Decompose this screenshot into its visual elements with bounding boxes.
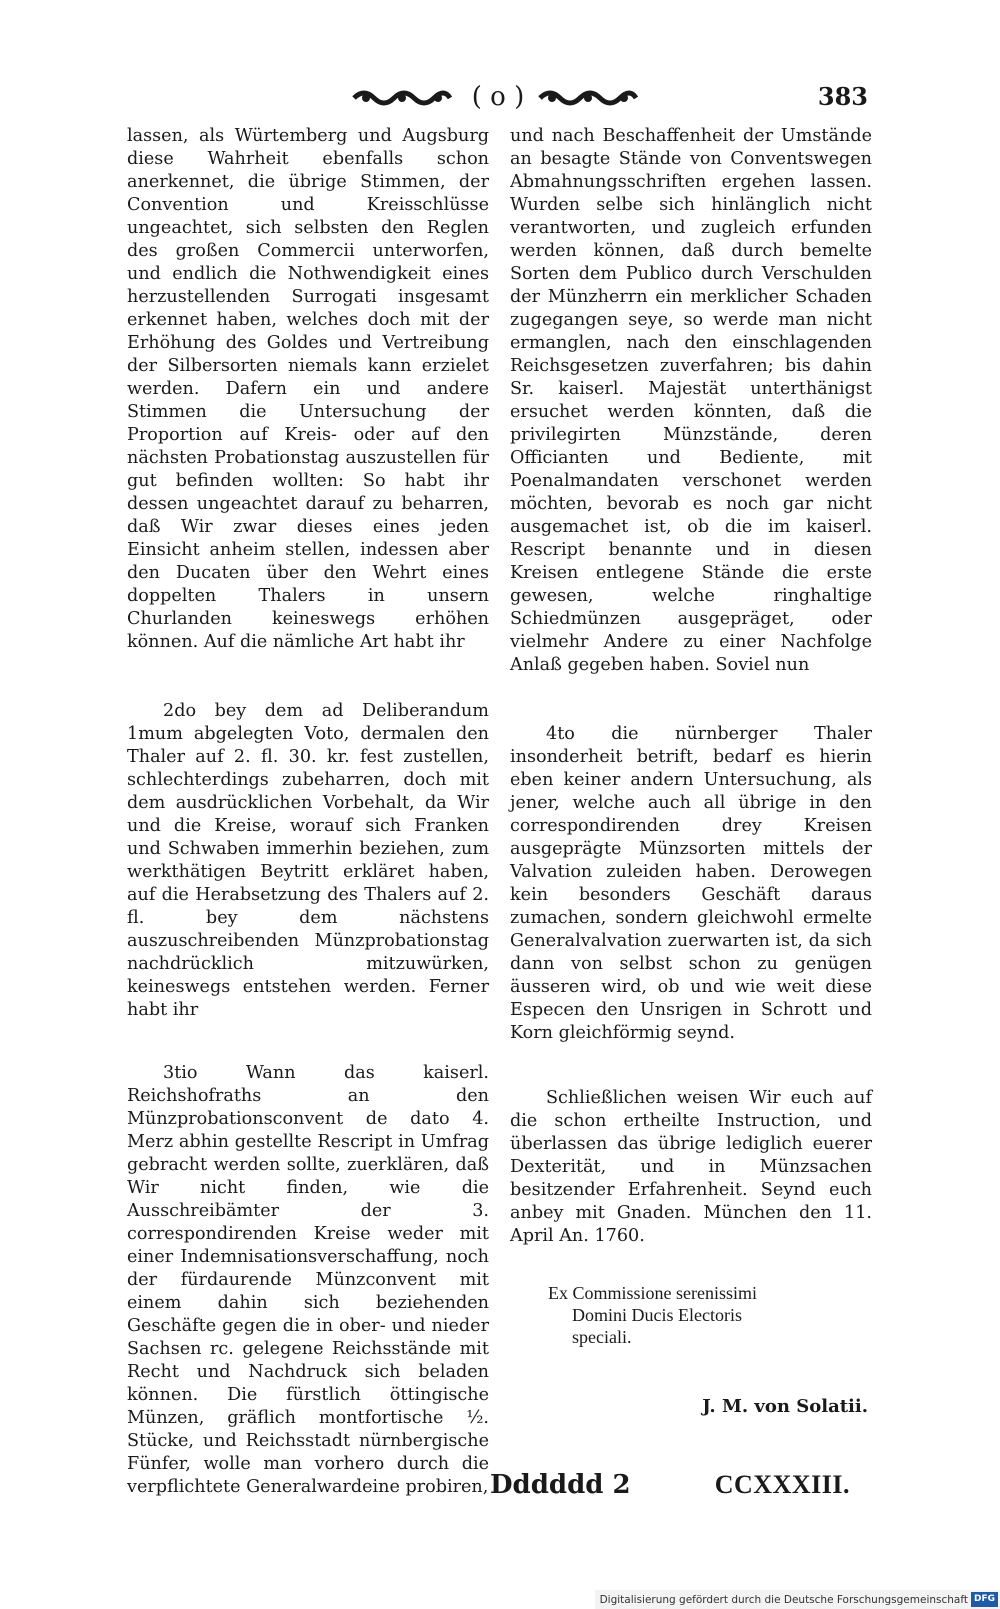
- paragraph-4to: 4to die nürnberger Thaler insonderheit betrift, bedarf es hierin eben keiner andern Untersuchung, als jener, welche auch all übrige in den correspondirenden drey Kreisen ausgeprägte Münzsorten mittels der Valvation zuleiden haben. Derowegen kein besonders Geschäft daraus zumachen, sondern gleichwohl ermelte Generalvalvation zuerwarten ist, da sich dann von selbst schon zu genügen äusseren wird, ob und wie weit diese Especen den Unsrigen in Schrott und Korn gleichförmig seynd.: [510, 724, 872, 1043]
- page-header: [120, 82, 870, 116]
- digitization-credit: [595, 1590, 1000, 1609]
- credit-text: Digitalisierung gefördert durch die Deutsche Forschungsgemeinschaft: [599, 1593, 968, 1606]
- paragraph-continuation: lassen, als Würtemberg und Augsburg diese Wahrheit ebenfalls schon anerkennet, die übrige Stimmen, der Convention und Kreisschlüsse ungeachtet, sich selbsten den Reglen des großen Commercii unterworfen, und endlich die Nothwendigkeit eines herzustellenden Surrogati insgesamt erkennet haben, welches doch mit der Erhöhung des Goldes und Vertreibung der Silbersorten niemals kann erzielet werden. Dafern ein und andere Stimmen die Untersuchung der Proportion auf Kreis- oder auf den nächsten Probationstag auszustellen für gut befinden wollten: So habt ihr dessen ungeachtet darauf zu beharren, daß Wir zwar dieses eines jeden Einsicht anheim stellen, indessen aber den Ducaten über den Wehrt eines doppelten Thalers in unsern Churlanden keineswegs erhöhen können. Auf die nämliche Art habt ihr: [127, 126, 489, 652]
- paragraph-closing: Schließlichen weisen Wir euch auf die schon ertheilte Instruction, und überlassen das übrige lediglich euerer Dexterität, und in Münzsachen besitzender Erfahrenheit. Seynd euch anbey mit Gnaden. München den 11. April An. 1760.: [510, 1088, 872, 1246]
- commission-note: [510, 1282, 872, 1348]
- header-ornament-left-icon: [352, 88, 452, 108]
- signer-name: J. M. von Solatii.: [702, 1396, 868, 1417]
- commission-line-2: Domini Ducis Electoris: [572, 1305, 742, 1325]
- sheet-number: CCXXXIII.: [714, 1470, 850, 1499]
- page-footer: [490, 1470, 850, 1510]
- commission-line-1: Ex Commissione serenissimi: [548, 1283, 757, 1303]
- page-number: 383: [817, 82, 868, 111]
- header-ornament-right-icon: [538, 88, 638, 108]
- header-mark: ( o ): [471, 82, 525, 112]
- signature-mark: Dddddd 2: [490, 1470, 631, 1500]
- dfg-logo-icon: DFG: [971, 1592, 998, 1607]
- right-column: [510, 125, 872, 1417]
- left-column: [127, 125, 489, 1499]
- paragraph-3tio: 3tio Wann das kaiserl. Reichshofraths an den Münzprobationsconvent de dato 4. Merz abhin gestellte Rescript in Umfrag gebracht werden sollte, zuerklären, daß Wir nicht finden, wie die Ausschreibämter der 3. correspondirenden Kreise weder mit einer Indemnisationsverschaffung, noch der fürdaurende Münzconvent mit einem dahin sich beziehenden Geschäfte gegen die in ober- und nieder Sachsen rc. gelegene Reichsstände mit Recht und Nachdruck sich beladen können. Die fürstlich öttingische Münzen, gräflich montfortische ⅟₂. Stücke, und Reichsstadt nürnbergische Fünfer, wolle man vorhero durch die verpflichtete Generalwardeine probiren,: [127, 1063, 489, 1497]
- commission-line-3: speciali.: [572, 1327, 632, 1347]
- paragraph-2do: 2do bey dem ad Deliberandum 1mum abgelegten Voto, dermalen den Thaler auf 2. fl. 30. kr. fest zustellen, schlechterdings zubeharren, doch mit dem ausdrücklichen Vorbehalt, da Wir und die Kreise, worauf sich Franken und Schwaben immerhin beziehen, zum werkthätigen Beytritt erkläret haben, auf die Herabsetzung des Thalers auf 2. fl. bey dem nächstens auszuschreibenden Münzprobationstag nachdrücklich mitzuwürken, keineswegs entstehen werden. Ferner habt ihr: [127, 701, 489, 1020]
- paragraph-right-continuation: und nach Beschaffenheit der Umstände an besagte Stände von Conventswegen Abmahnungsschriften ergehen lassen. Wurden selbe sich hinlänglich nicht verantworten, und zugleich erfunden werden können, daß durch bemelte Sorten dem Publico durch Verschulden der Münzherrn ein merklicher Schaden zugegangen seye, so werde man nicht ermanglen, nach den einschlagenden Reichsgesetzen zuverfahren; bis dahin Sr. kaiserl. Majestät unterthänigst ersuchet werden könnten, daß die privilegirten Münzstände, deren Officianten und Bediente, mit Poenalmandaten verschonet werden möchten, bevorab es noch gar nicht ausgemachet ist, ob die im kaiserl. Rescript benannte und in diesen Kreisen entlegene Stände die erste gewesen, welche ringhaltige Schiedmünzen ausgepräget, oder vielmehr Andere zu einer Nachfolge Anlaß gegeben haben. Soviel nun: [510, 126, 872, 675]
